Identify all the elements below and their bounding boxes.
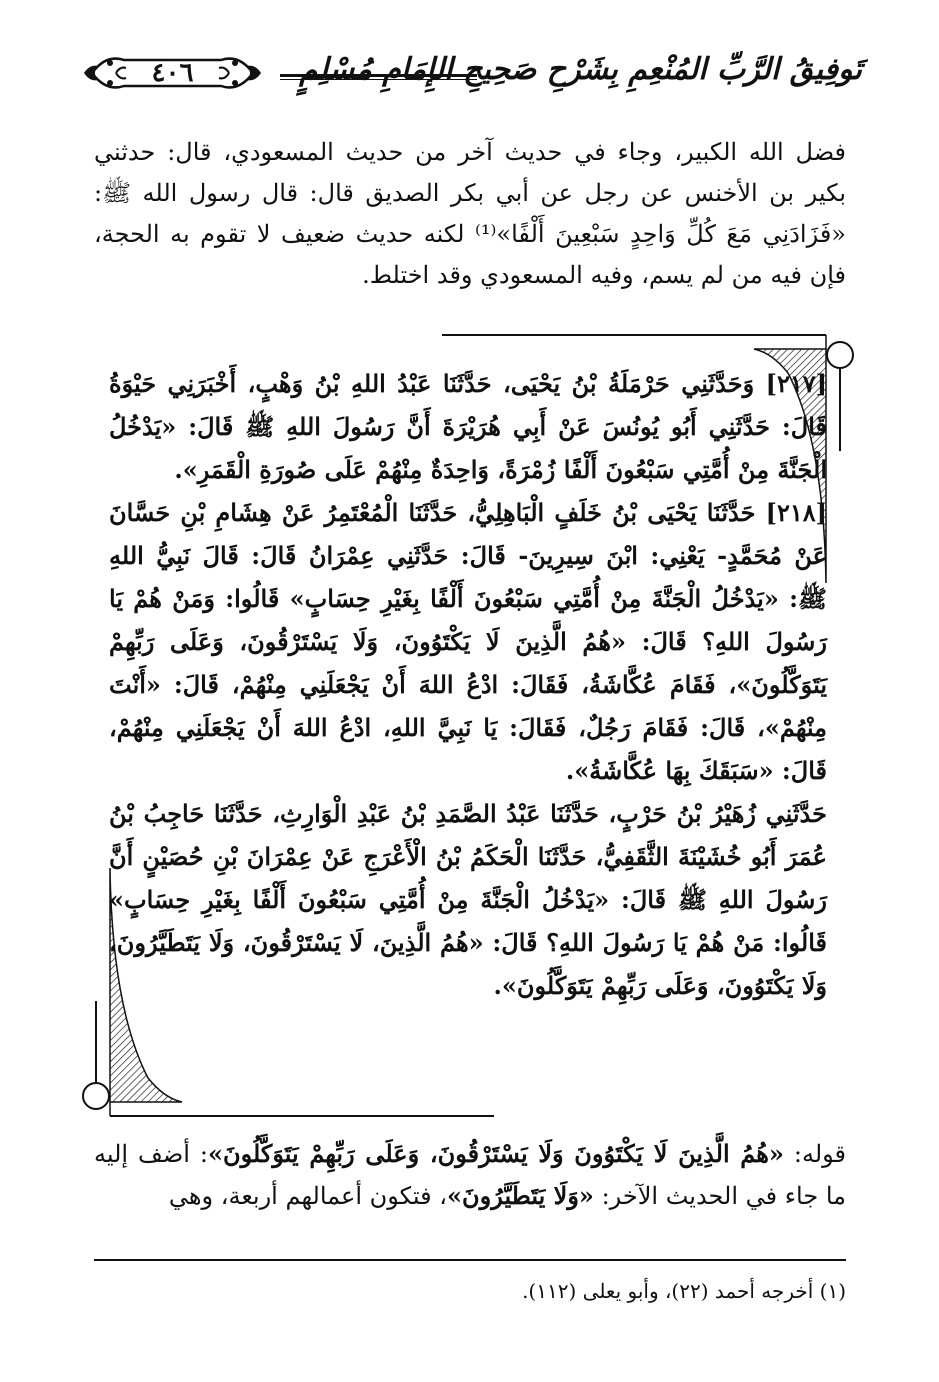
- commentary-tail: ، فتكون أعمالهم أربعة، وهي: [168, 1182, 447, 1210]
- footnote-rule: [94, 1259, 846, 1261]
- commentary-mid: : أضف إليه ما جاء في الحديث الآخر:: [94, 1140, 846, 1210]
- running-header: [80, 44, 862, 104]
- hadith-218: [٢١٨] حَدَّثَنَا يَحْيَى بْنُ خَلَفٍ الْبَاهِلِيُّ، حَدَّثَنَا الْمُعْتَمِرُ عَنْ هِشَامِ بْنِ حَسَّانَ عَنْ مُحَمَّدٍ- يَعْنِي: ابْنَ سِيرِينَ- قَالَ: حَدَّثَنِي عِمْرَانُ قَالَ: قَالَ نَبِيُّ اللهِ ﷺ: «يَدْخُلُ الْجَنَّةَ مِنْ أُمَّتِي سَبْعُونَ أَلْفًا بِغَيْرِ حِسَابٍ» قَالُوا: وَمَنْ هُمْ يَا رَسُولَ اللهِ؟ قَالَ: «هُمُ الَّذِينَ لَا يَكْتَوُونَ، وَلَا يَسْتَرْقُونَ، وَعَلَى رَبِّهِمْ يَتَوَكَّلُونَ»، فَقَامَ عُكَّاشَةُ، فَقَالَ: ادْعُ اللهَ أَنْ يَجْعَلَنِي مِنْهُمْ، قَالَ: «أَنْتَ مِنْهُمْ»، قَالَ: فَقَامَ رَجُلٌ، فَقَالَ: يَا نَبِيَّ اللهِ، ادْعُ اللهَ أَنْ يَجْعَلَنِي مِنْهُمْ، قَالَ: «سَبَقَكَ بِهَا عُكَّاشَةُ».: [109, 498, 827, 785]
- hadith-217: [٢١٧] وَحَدَّثَنِي حَرْمَلَةُ بْنُ يَحْيَى، حَدَّثَنَا عَبْدُ اللهِ بْنُ وَهْبٍ، أَخْبَرَنِي حَيْوَةُ قَالَ: حَدَّثَنِي أَبُو يُونُسَ عَنْ أَبِي هُرَيْرَةَ أَنَّ رَسُولَ اللهِ ﷺ قَالَ: «يَدْخُلُ الْجَنَّةَ مِنْ أُمَّتِي سَبْعُونَ أَلْفًا زُمْرَةً، وَاحِدَةٌ مِنْهُمْ عَلَى صُورَةِ الْقَمَرِ».: [109, 369, 827, 484]
- page-number: ٤٠٦: [151, 58, 194, 88]
- hadith-218-second-chain: حَدَّثَنِي زُهَيْرُ بْنُ حَرْبٍ، حَدَّثَنَا عَبْدُ الصَّمَدِ بْنُ عَبْدِ الْوَارِثِ، حَدَّثَنَا حَاجِبُ بْنُ عُمَرَ أَبُو خُشَيْنَةَ الثَّقَفِيُّ، حَدَّثَنَا الْحَكَمُ بْنُ الْأَعْرَجِ عَنْ عِمْرَانَ بْنِ حُصَيْنٍ أَنَّ رَسُولَ اللهِ ﷺ قَالَ: «يَدْخُلُ الْجَنَّةَ مِنْ أُمَّتِي سَبْعُونَ أَلْفًا بِغَيْرِ حِسَابٍ» قَالُوا: مَنْ هُمْ يَا رَسُولَ اللهِ؟ قَالَ: «هُمُ الَّذِينَ، لَا يَسْتَرْقُونَ، وَلَا يَتَطَيَّرُونَ، وَلَا يَكْتَوُونَ، وَعَلَى رَبِّهِمْ يَتَوَكَّلُونَ».: [109, 799, 827, 1000]
- hadith-text-block: [109, 362, 827, 1007]
- commentary-lead: قوله:: [783, 1140, 847, 1168]
- footnote: (١) أخرجه أحمد (٢٢)، وأبو يعلى (١١٢).: [522, 1279, 846, 1303]
- page-number-ornament: [80, 50, 265, 96]
- intro-paragraph: فضل الله الكبير، وجاء في حديث آخر من حديث المسعودي، قال: حدثني بكير بن الأخنس عن رجل عن أبي بكر الصديق قال: قال رسول الله ﷺ: «فَزَادَنِي مَعَ كُلِّ وَاحِدٍ سَبْعِينَ أَلْفًا»⁽¹⁾ لكنه حديث ضعيف لا تقوم به الحجة، فإن فيه من لم يسم، وفيه المسعودي وقد اختلط.: [94, 138, 847, 289]
- header-rule: [280, 74, 477, 80]
- book-title: تَوفِيقُ الرَّبِّ المُنْعِمِ بِشَرْحِ صَحِيحِ الإِمَامِ مُسْلِمٍ: [299, 52, 862, 87]
- commentary-quote-1: «هُمُ الَّذِينَ لَا يَكْتَوُونَ وَلَا يَسْتَرْقُونَ، وَعَلَى رَبِّهِمْ يَتَوَكَّلُونَ»: [207, 1139, 784, 1168]
- commentary-quote-2: «وَلَا يَتَطَيَّرُونَ»: [446, 1181, 594, 1210]
- commentary-paragraph: [94, 1133, 846, 1217]
